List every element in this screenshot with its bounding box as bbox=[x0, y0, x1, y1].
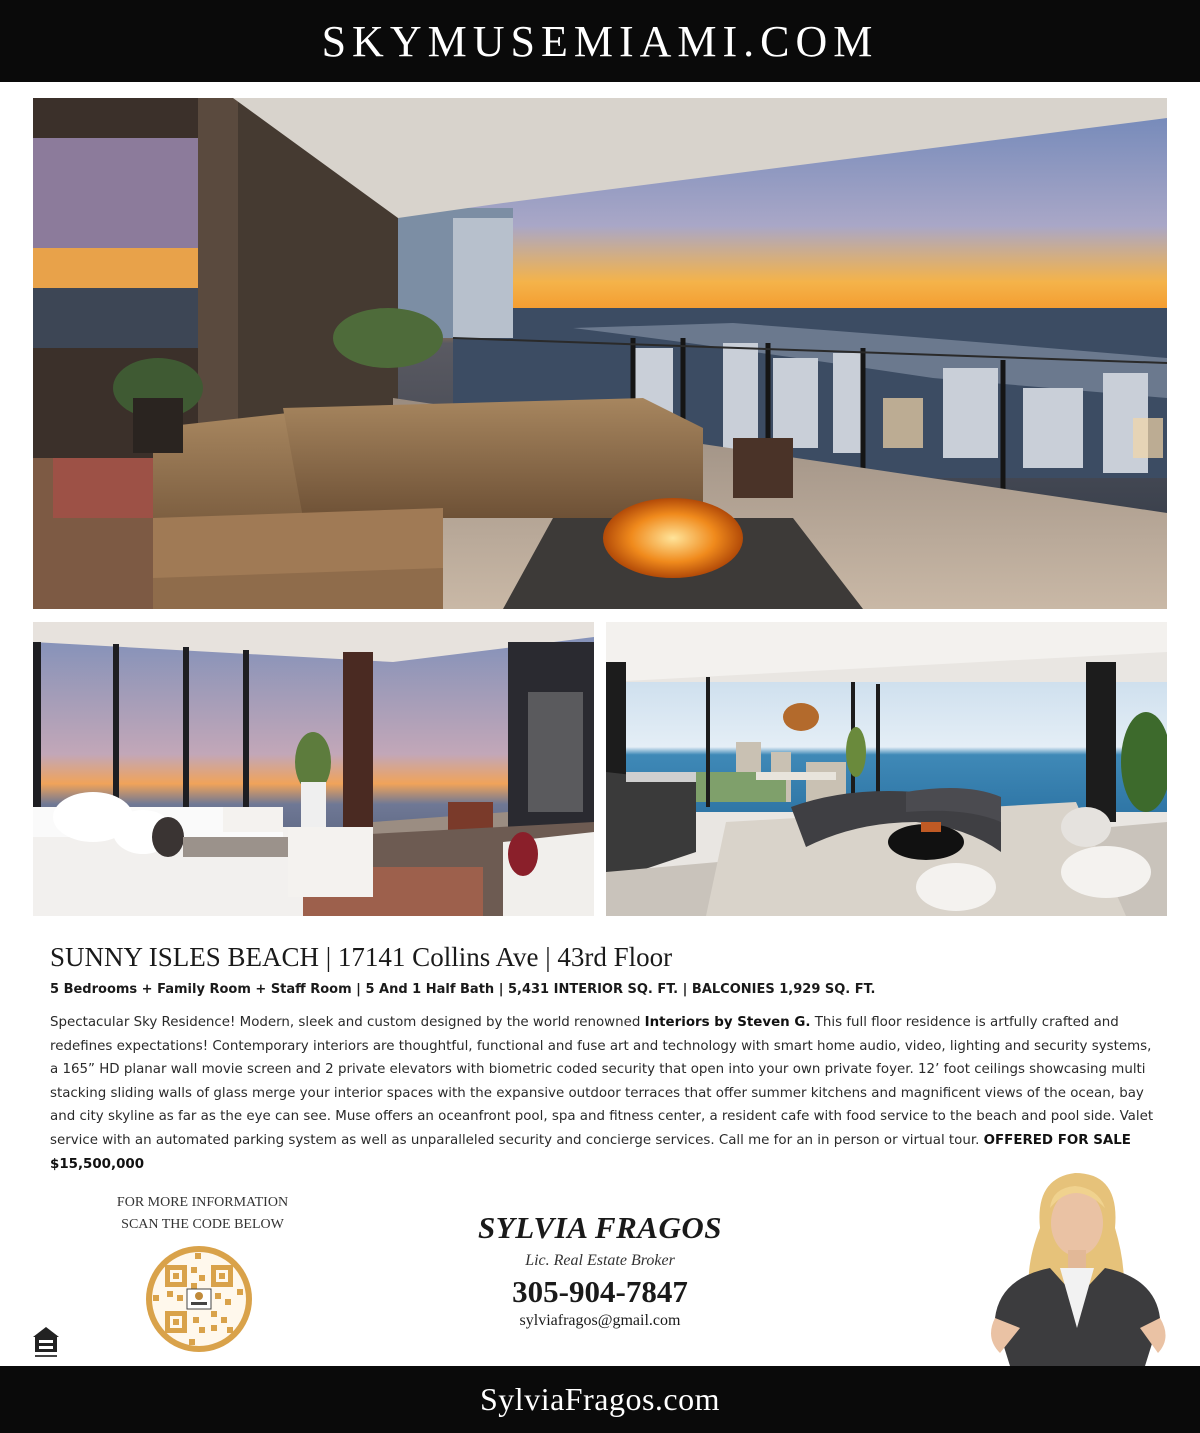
agent-name: SYLVIA FRAGOS bbox=[478, 1210, 722, 1245]
description-designer: Interiors by Steven G. bbox=[644, 1015, 811, 1030]
listing-headline: SUNNY ISLES BEACH | 17141 Collins Ave | 43rd Floor bbox=[50, 942, 673, 972]
bedroom-photo bbox=[33, 622, 594, 916]
agent-info bbox=[400, 1210, 800, 1330]
bottom-banner bbox=[0, 1366, 1200, 1433]
site-url-header[interactable]: SKYMUSEMIAMI.COM bbox=[321, 16, 879, 66]
hero-photo-terrace bbox=[33, 98, 1167, 609]
agent-portrait bbox=[980, 1168, 1175, 1366]
description-text-1: Spectacular Sky Residence! Modern, sleek and custom designed by the world renowned bbox=[50, 1015, 645, 1030]
agent-email[interactable]: sylviafragos@gmail.com bbox=[519, 1312, 681, 1329]
description-price: OFFERED FOR SALE $15,500,000 bbox=[50, 1132, 1131, 1172]
qr-code-icon[interactable] bbox=[145, 1245, 253, 1353]
scan-line-1: FOR MORE INFORMATION bbox=[116, 1195, 289, 1210]
description-text-2: This full floor residence is artfully crafted and redefines expectations! Contemporary interiors are thoughtful, functional and fuse art and technology with smart home audio, video, lighting and security systems, a 165” HD planar wall movie screen and 2 private elevators with biometric coded security that open into your own private foyer. 12’ foot ceilings showcasing multi stacking sliding walls of glass merge your interior spaces with the expansive outdoor terraces that offer summer kitchens and magnificent views of the ocean, bay and city skyline as far as the eye can see. Muse offers an oceanfront pool, spa and fitness center, a resident cafe with food service to the beach and pool side. Valet service with an automated parking system as well as unparalleled security and concierge services. Call me for an in person or virtual tour. bbox=[50, 1015, 1154, 1148]
equal-housing-opportunity-icon bbox=[32, 1326, 60, 1360]
top-banner bbox=[0, 0, 1200, 82]
scan-instructions bbox=[90, 1192, 315, 1236]
living-room-photo bbox=[606, 622, 1167, 916]
listing-specs: 5 Bedrooms + Family Room + Staff Room | 5 And 1 Half Bath | 5,431 INTERIOR SQ. FT. | BALCONIES 1,929 SQ. FT. bbox=[50, 982, 876, 997]
agent-title: Lic. Real Estate Broker bbox=[525, 1252, 675, 1269]
agent-phone[interactable]: 305-904-7847 bbox=[512, 1274, 688, 1309]
scan-line-2: SCAN THE CODE BELOW bbox=[121, 1217, 284, 1232]
listing-description bbox=[50, 1011, 1155, 1176]
site-url-footer[interactable]: SylviaFragos.com bbox=[480, 1381, 720, 1417]
